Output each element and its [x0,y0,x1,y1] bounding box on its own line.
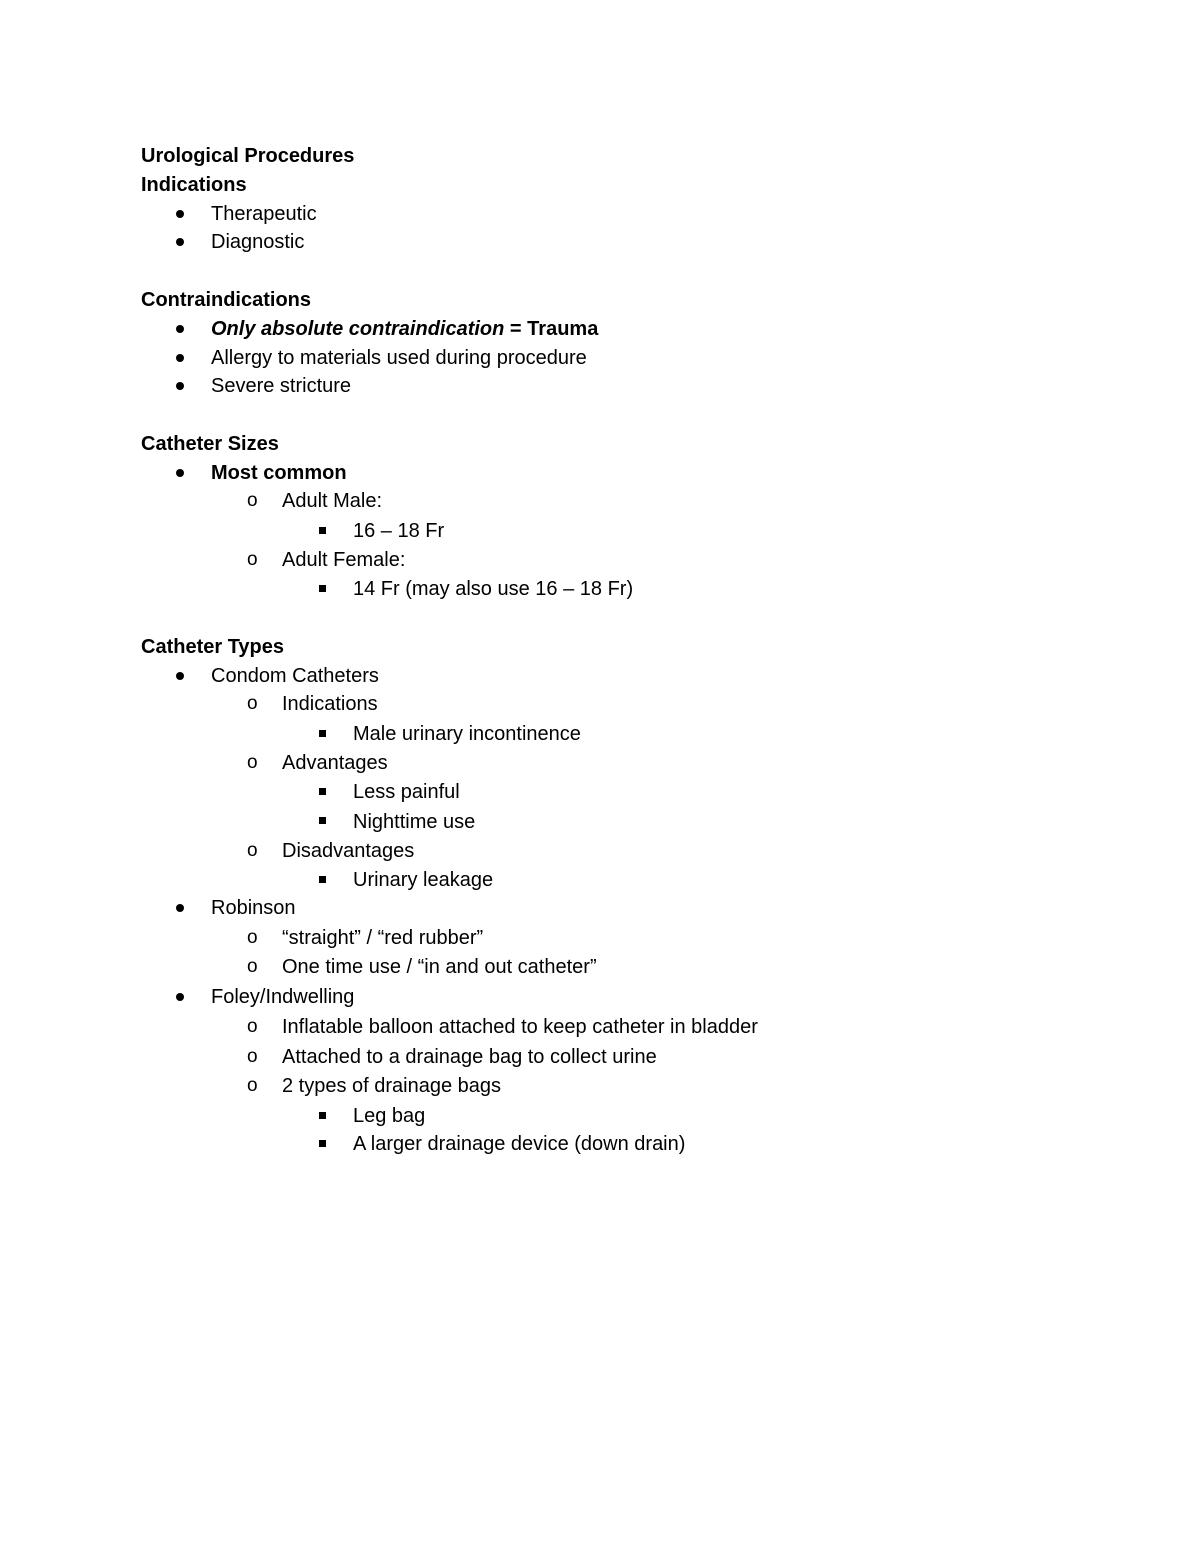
circle-marker: o [247,1075,258,1096]
list-item: Robinson [211,897,296,919]
list-item: 14 Fr (may also use 16 – 18 Fr) [353,578,634,600]
bullet-dot [176,382,184,390]
bullet-dot [176,210,184,218]
list-item: Therapeutic [211,203,317,225]
list-item: Nighttime use [353,811,476,833]
circle-marker: o [247,956,258,977]
square-marker [319,527,326,534]
contraindications-heading: Contraindications [141,289,312,311]
circle-marker: o [247,840,258,861]
list-item: A larger drainage device (down drain) [353,1133,686,1155]
circle-marker: o [247,490,258,511]
list-item: Adult Female: [282,549,406,571]
italic-phrase: Only absolute contraindication [211,318,505,340]
list-item: 2 types of drainage bags [282,1075,502,1097]
circle-marker: o [247,693,258,714]
circle-marker: o [247,549,258,570]
list-item: Less painful [353,781,460,803]
list-item: “straight” / “red rubber” [282,927,484,949]
list-item [211,317,598,341]
list-item: Disadvantages [282,840,415,862]
list-item: One time use / “in and out catheter” [282,956,597,978]
circle-marker: o [247,752,258,773]
square-marker [319,1112,326,1119]
list-item: Inflatable balloon attached to keep catheter in bladder [282,1016,758,1038]
square-marker [319,788,326,795]
list-item: Most common [211,462,347,484]
list-item: Advantages [282,752,388,774]
list-item: Condom Catheters [211,665,379,687]
list-item: Diagnostic [211,231,305,253]
catheter-sizes-heading: Catheter Sizes [141,433,279,455]
bullet-dot [176,993,184,1001]
indications-heading: Indications [141,174,247,196]
circle-marker: o [247,927,258,948]
list-item: Leg bag [353,1105,426,1127]
bullet-dot [176,904,184,912]
square-marker [319,730,326,737]
circle-marker: o [247,1046,258,1067]
list-item: Attached to a drainage bag to collect urine [282,1046,657,1068]
list-item: Severe stricture [211,375,352,397]
emphasis-text: = Trauma [504,318,599,340]
document-title: Urological Procedures [141,145,355,167]
bullet-dot [176,238,184,246]
bullet-dot [176,469,184,477]
list-item: Urinary leakage [353,869,494,891]
square-marker [319,585,326,592]
list-item: Allergy to materials used during procedure [211,347,587,369]
list-item: Male urinary incontinence [353,723,581,745]
bullet-dot [176,325,184,333]
catheter-types-heading: Catheter Types [141,636,285,658]
bullet-dot [176,672,184,680]
square-marker [319,876,326,883]
list-item: 16 – 18 Fr [353,520,445,542]
bullet-dot [176,354,184,362]
list-item: Indications [282,693,378,715]
square-marker [319,817,326,824]
circle-marker: o [247,1016,258,1037]
list-item: Adult Male: [282,490,383,512]
square-marker [319,1140,326,1147]
list-item: Foley/Indwelling [211,986,355,1008]
